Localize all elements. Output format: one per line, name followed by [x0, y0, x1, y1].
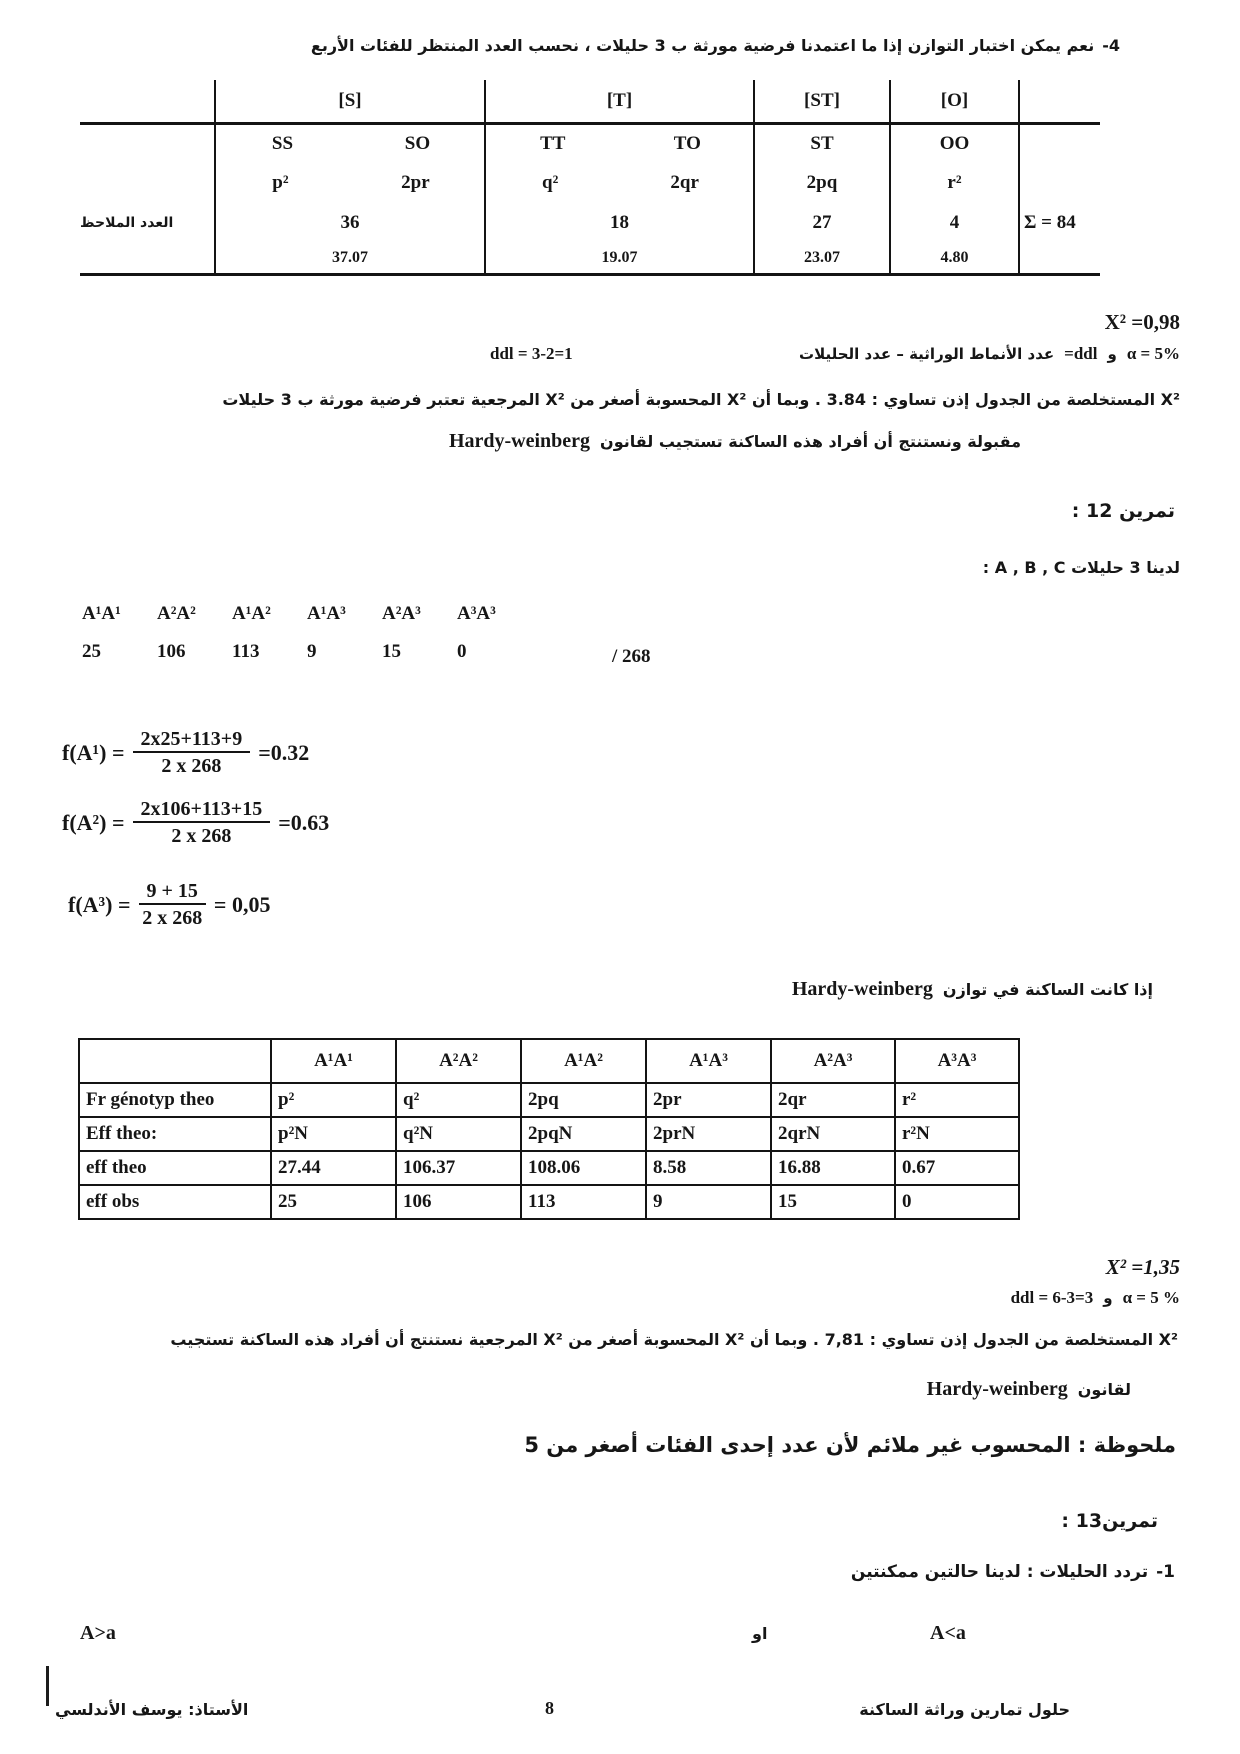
- t2-header-A2A2: A²A²: [396, 1039, 521, 1083]
- cell: 25: [271, 1185, 396, 1219]
- cell: 2pr: [646, 1083, 771, 1117]
- freq-q2: q²: [542, 172, 559, 193]
- footer-author: الأستاذ: يوسف الأندلسي: [55, 1700, 249, 1719]
- note-line: ملحوظة : المحسوب غير ملائم لأن عدد إحدى الفئات أصغر من 5: [524, 1433, 1176, 1457]
- observed-row: [80, 203, 1100, 243]
- chi-square-1-value: X² =0,98: [1104, 310, 1180, 334]
- count-A3A3: 0: [457, 641, 467, 662]
- observed-O: 4: [949, 212, 960, 233]
- genotype-A2A2: A²A²: [157, 603, 196, 624]
- row-label-eff-obs: eff obs: [79, 1185, 271, 1219]
- phenotype-ST: [ST]: [804, 90, 840, 111]
- theoretical-table: [78, 1038, 1020, 1220]
- ddl-definition-arabic: عدد الأنماط الوراثية – عدد الحليلات: [799, 345, 1055, 363]
- alpha-level-2: α = 5 %: [1122, 1288, 1180, 1307]
- cell: p²: [271, 1083, 396, 1117]
- hardy-weinberg-label-1: Hardy-weinberg: [448, 430, 591, 452]
- genotype-TO: TO: [673, 133, 701, 154]
- conjunction-waw-2: و: [1103, 1289, 1113, 1307]
- alpha-level-1: α = 5%: [1126, 344, 1180, 363]
- q1-marker: 1-: [1156, 1562, 1175, 1582]
- ddl-2-calculation: ddl = 6-3=3: [1010, 1288, 1094, 1307]
- cell: r²: [895, 1083, 1019, 1117]
- expected-T: 19.07: [601, 249, 638, 266]
- observed-sum: Σ = 84: [1024, 212, 1076, 233]
- conclusion-2-arabic: لقانون: [1077, 1380, 1131, 1399]
- cell: 15: [771, 1185, 895, 1219]
- cell: 113: [521, 1185, 646, 1219]
- t2-header-A1A2: A¹A²: [521, 1039, 646, 1083]
- conclusion-1-arabic: مقبولة ونستنتج أن أفراد هذه الساكنة تستجيب لقانون: [600, 432, 1021, 451]
- row-label-fr-genotyp-theo: Fr génotyp theo: [79, 1083, 271, 1117]
- table-row: [79, 1083, 1019, 1117]
- count-A1A2: 113: [232, 641, 260, 662]
- cell: 2prN: [646, 1117, 771, 1151]
- sum-header-cell: [1018, 80, 1100, 122]
- frequency-row: [80, 163, 1100, 203]
- cell: r²N: [895, 1117, 1019, 1151]
- ddl-1-calculation: ddl = 3-2=1: [490, 344, 573, 363]
- allele-data-grid: [82, 603, 532, 663]
- count-A2A3: 15: [382, 641, 401, 662]
- ddl-line-1: [0, 344, 1180, 366]
- formula-label-A2: f(A²) =: [62, 810, 125, 835]
- genotype-A1A1: A¹A¹: [82, 603, 121, 624]
- cell: 16.88: [771, 1151, 895, 1185]
- fraction-A2: [133, 798, 271, 848]
- count-A1A3: 9: [307, 641, 317, 662]
- cell: q²N: [396, 1117, 521, 1151]
- conclusion-2-line-1: X² المستخلصة من الجدول إذن تساوي : 7,81 . وبما أن X² المحسوبة أصغر من X² المرجعية نستنتج أن أفراد هذه الساكنة تستجيب: [170, 1330, 1178, 1349]
- hardy-weinberg-label-2: Hardy-weinberg: [791, 978, 933, 1000]
- freq-2qr: 2qr: [670, 172, 699, 193]
- cell: p²N: [271, 1117, 396, 1151]
- genotype-TT: TT: [540, 133, 566, 154]
- expected-row: [80, 243, 1100, 273]
- cell: 106: [396, 1185, 521, 1219]
- cell: 9: [646, 1185, 771, 1219]
- scan-artifact: [46, 1666, 49, 1706]
- conjunction-waw-1: و: [1107, 345, 1117, 363]
- numerator-A3: 9 + 15: [139, 880, 206, 905]
- observed-row-label: العدد الملاحظ: [80, 215, 174, 231]
- formula-label-A1: f(A¹) =: [62, 740, 125, 765]
- t2-header-A2A3: A²A³: [771, 1039, 895, 1083]
- phenotype-table-header: [80, 80, 1100, 125]
- genotype-counts-row: [82, 641, 532, 663]
- freq-2pq: 2pq: [806, 172, 838, 193]
- q1-text: تردد الحليلات : لدينا حالتين ممكنتين: [850, 1562, 1149, 1582]
- exercise-12-intro: لدينا 3 حليلات A , B , C :: [982, 558, 1180, 577]
- count-A2A2: 106: [157, 641, 186, 662]
- table-row: [79, 1117, 1019, 1151]
- chi-square-2-value: X² =1,35: [1105, 1255, 1180, 1279]
- phenotype-O: [O]: [940, 90, 969, 111]
- table-row: [79, 1151, 1019, 1185]
- denominator-A1: 2 x 268: [161, 755, 222, 777]
- result-A1: =0.32: [258, 740, 310, 765]
- genotype-A3A3: A³A³: [457, 603, 496, 624]
- exercise-13-title: تمرين13 :: [1061, 1510, 1158, 1532]
- expected-ST: 23.07: [804, 249, 840, 266]
- fraction-A1: [133, 728, 251, 778]
- ddl-definition-eq: =ddl: [1064, 344, 1098, 363]
- intro-text: نعم يمكن اختبار التوازن إذا ما اعتمدنا فرضية مورثة ب 3 حليلات ، نحسب العدد المنتظر للفئات الأربع: [310, 36, 1095, 55]
- row-label-eff-theo-formula: Eff theo:: [79, 1117, 271, 1151]
- cell: 0.67: [895, 1151, 1019, 1185]
- observed-S: 36: [340, 212, 360, 233]
- t2-header-A1A1: A¹A¹: [271, 1039, 396, 1083]
- cell: 0: [895, 1185, 1019, 1219]
- cell: 2qr: [771, 1083, 895, 1117]
- freq-2pr: 2pr: [401, 172, 430, 193]
- footer-document-title: حلول تمارين وراثة الساكنة: [859, 1700, 1070, 1719]
- hw-equilibrium-line: [792, 978, 1153, 1001]
- cell: 27.44: [271, 1151, 396, 1185]
- denominator-A3: 2 x 268: [142, 907, 203, 929]
- genotype-A2A3: A²A³: [382, 603, 421, 624]
- or-word: او: [752, 1624, 768, 1643]
- freq-r2: r²: [947, 172, 962, 193]
- cell: q²: [396, 1083, 521, 1117]
- cell: 2qrN: [771, 1117, 895, 1151]
- genotype-labels-row: [82, 603, 532, 625]
- genotype-row: [80, 125, 1100, 163]
- cell: 2pq: [521, 1083, 646, 1117]
- table-row: [79, 1185, 1019, 1219]
- t2-corner-cell: [79, 1039, 271, 1083]
- t2-header-A1A3: A¹A³: [646, 1039, 771, 1083]
- footer-page-number: 8: [545, 1698, 554, 1718]
- genotype-SO: SO: [404, 133, 431, 154]
- cell: 8.58: [646, 1151, 771, 1185]
- dominance-case-A-recessive: A<a: [930, 1622, 966, 1644]
- numerator-A2: 2x106+113+15: [133, 798, 271, 823]
- result-A3: = 0,05: [213, 892, 271, 917]
- sample-total: / 268: [612, 646, 651, 667]
- intro-marker: 4-: [1102, 36, 1120, 55]
- genotype-OO: OO: [939, 133, 970, 154]
- phenotype-S: [S]: [338, 90, 362, 111]
- count-A1A1: 25: [82, 641, 101, 662]
- expected-S: 37.07: [332, 249, 368, 266]
- phenotype-table: [80, 80, 1100, 276]
- genotype-A1A3: A¹A³: [307, 603, 346, 624]
- hw-equilibrium-arabic: إذا كانت الساكنة في توازن: [942, 980, 1153, 999]
- freq-p2: p²: [272, 172, 289, 193]
- allele-frequency-formula-A1: [62, 728, 309, 778]
- genotype-A1A2: A¹A²: [232, 603, 271, 624]
- conclusion-2-line-2: [927, 1378, 1131, 1401]
- cell: 108.06: [521, 1151, 646, 1185]
- exercise-12-title: تمرين 12 :: [1071, 500, 1175, 522]
- allele-frequency-formula-A2: [62, 798, 329, 848]
- cell: 106.37: [396, 1151, 521, 1185]
- row-label-eff-theo-values: eff theo: [79, 1151, 271, 1185]
- phenotype-T: [T]: [606, 90, 633, 111]
- denominator-A2: 2 x 268: [171, 825, 232, 847]
- fraction-A3: [139, 880, 206, 930]
- dominance-case-A-dominant: A>a: [80, 1622, 116, 1644]
- allele-frequency-formula-A3: [68, 880, 270, 930]
- ddl-line-2: [1011, 1288, 1180, 1308]
- hardy-weinberg-label-3: Hardy-weinberg: [926, 1378, 1068, 1400]
- genotype-ST: ST: [810, 133, 834, 154]
- theoretical-table-header-row: [79, 1039, 1019, 1083]
- observed-T: 18: [610, 212, 629, 233]
- exercise-13-question-1: [851, 1562, 1175, 1582]
- conclusion-1-line-1: X² المستخلصة من الجدول إذن تساوي : 3.84 . وبما أن X² المحسوبة أصغر من X² المرجعية تعتبر فرضية مورثة ب 3 حليلات: [222, 390, 1180, 409]
- conclusion-1-line-2: [449, 430, 1021, 453]
- header-empty-cell: [80, 80, 214, 122]
- formula-label-A3: f(A³) =: [68, 892, 131, 917]
- genotype-SS: SS: [271, 133, 294, 154]
- intro-line: [311, 36, 1120, 55]
- numerator-A1: 2x25+113+9: [133, 728, 251, 753]
- observed-ST: 27: [812, 212, 832, 233]
- cell: 2pqN: [521, 1117, 646, 1151]
- result-A2: =0.63: [278, 810, 330, 835]
- expected-O: 4.80: [940, 249, 969, 266]
- t2-header-A3A3: A³A³: [895, 1039, 1019, 1083]
